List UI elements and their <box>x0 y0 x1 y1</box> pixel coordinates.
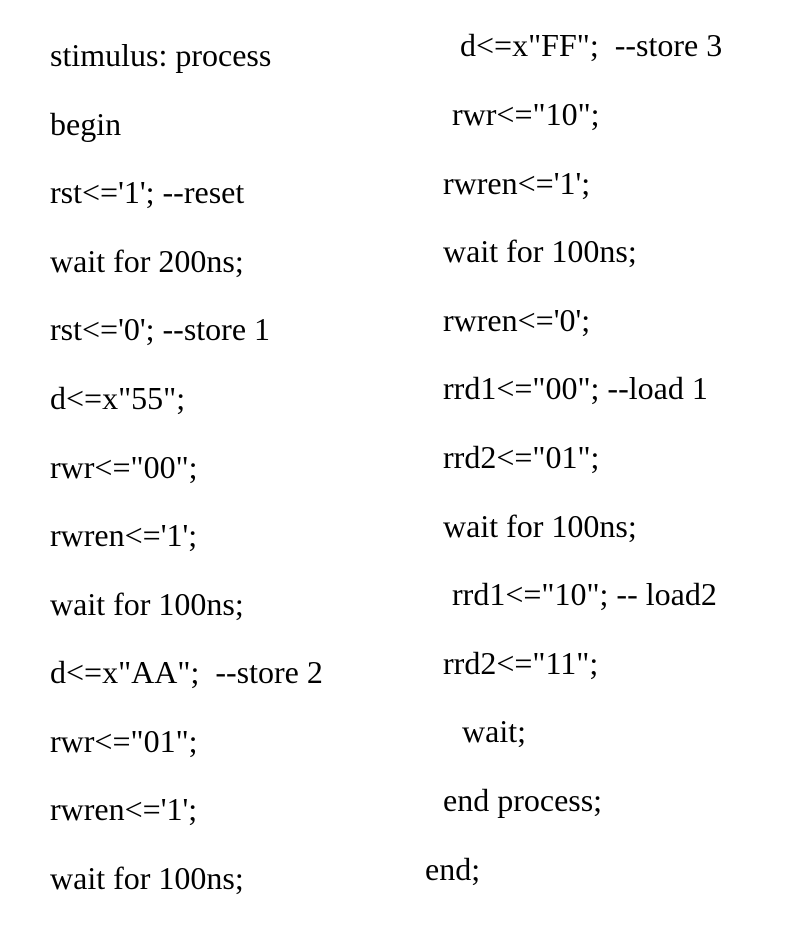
left-line-7: rwr<="00"; <box>50 449 198 485</box>
left-line-1: stimulus: process <box>50 37 272 73</box>
right-line-10: rrd2<="11"; <box>443 645 599 681</box>
right-line-8: wait for 100ns; <box>443 508 637 544</box>
left-line-13: wait for 100ns; <box>50 860 244 896</box>
left-line-9: wait for 100ns; <box>50 586 244 622</box>
right-line-3: rwren<='1'; <box>443 165 591 201</box>
left-line-6: d<=x"55"; <box>50 380 186 416</box>
left-line-10: d<=x"AA"; --store 2 <box>50 654 323 690</box>
right-line-4: wait for 100ns; <box>443 233 637 269</box>
left-line-5: rst<='0'; --store 1 <box>50 311 271 347</box>
right-line-2: rwr<="10"; <box>452 96 600 132</box>
right-line-13: end; <box>425 851 481 887</box>
left-line-12: rwren<='1'; <box>50 791 198 827</box>
right-line-9: rrd1<="10"; -- load2 <box>452 576 717 612</box>
right-line-5: rwren<='0'; <box>443 302 591 338</box>
left-line-2: begin <box>50 106 122 142</box>
right-line-6: rrd1<="00"; --load 1 <box>443 370 708 406</box>
right-line-1: d<=x"FF"; --store 3 <box>460 27 723 63</box>
left-line-11: rwr<="01"; <box>50 723 198 759</box>
left-line-3: rst<='1'; --reset <box>50 174 245 210</box>
left-line-8: rwren<='1'; <box>50 517 198 553</box>
right-line-12: end process; <box>443 782 603 818</box>
right-line-7: rrd2<="01"; <box>443 439 600 475</box>
left-line-4: wait for 200ns; <box>50 243 244 279</box>
right-line-11: wait; <box>462 713 526 749</box>
